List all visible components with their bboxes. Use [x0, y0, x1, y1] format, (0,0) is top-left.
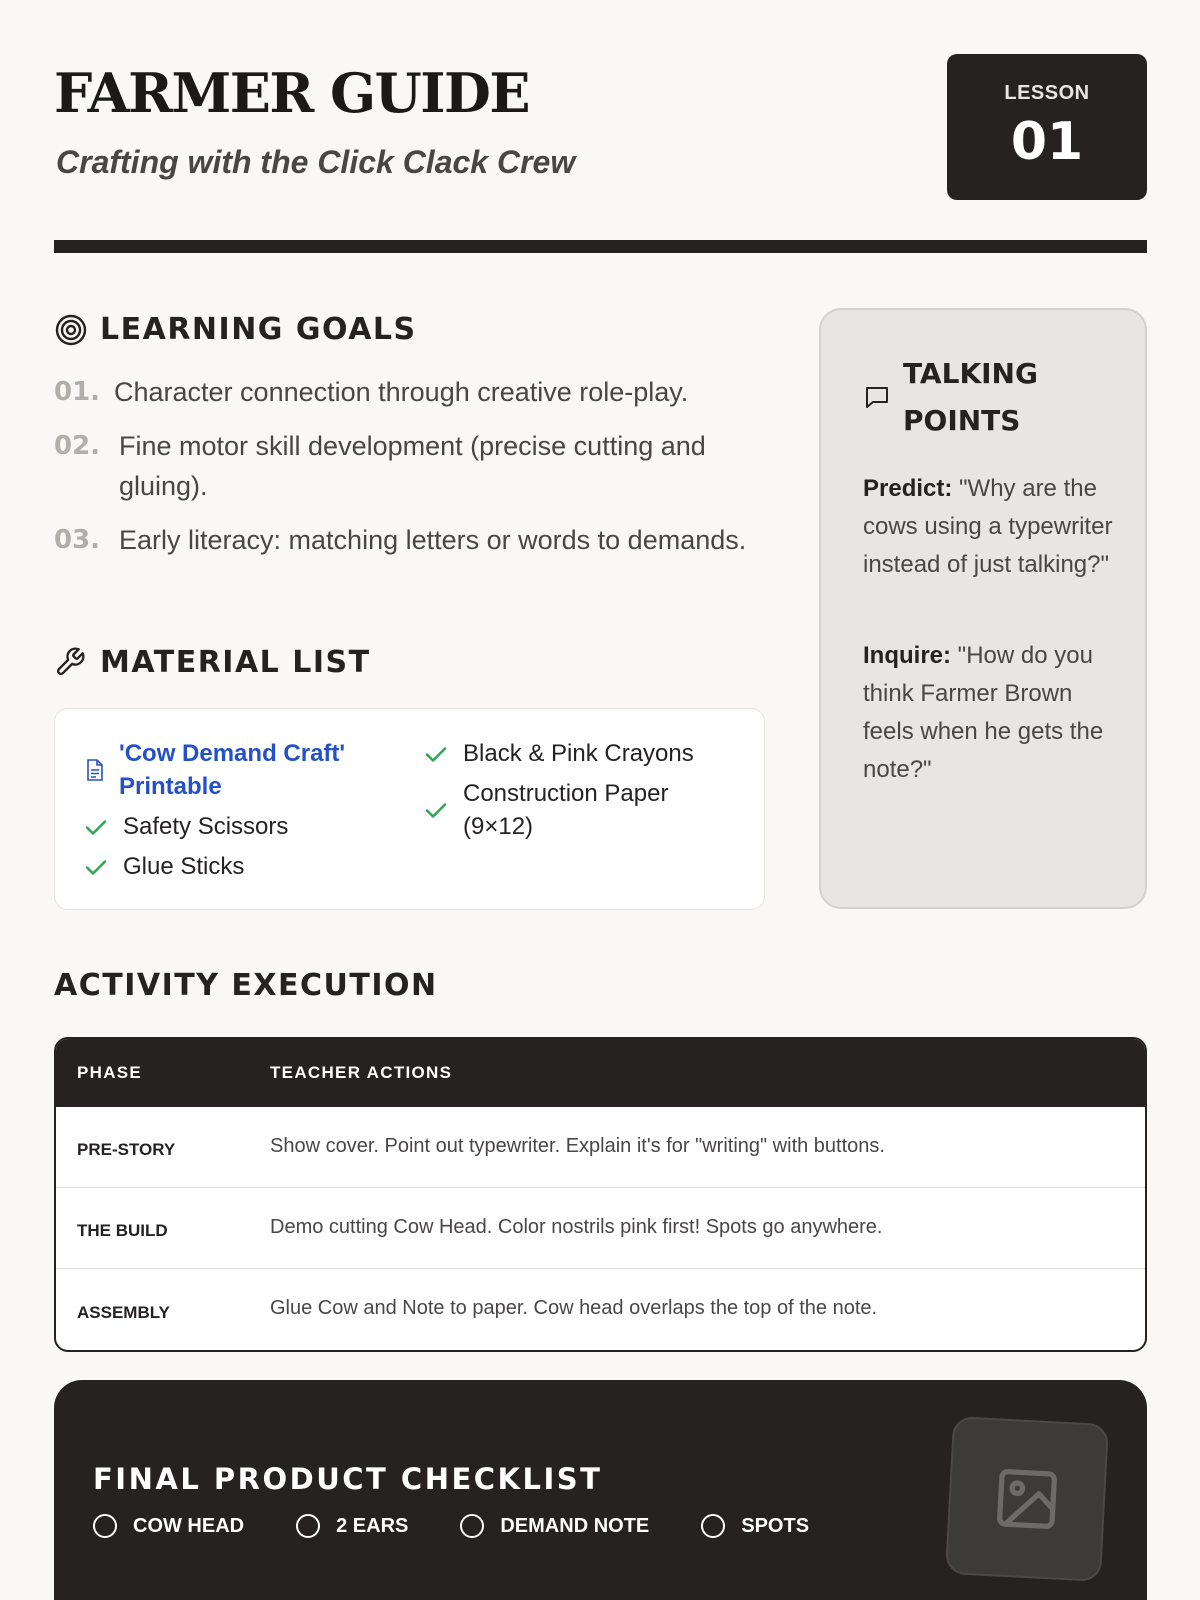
goal-item [54, 426, 764, 506]
header [54, 54, 1147, 200]
check-icon [423, 797, 449, 823]
material-label: Glue Sticks [123, 853, 245, 880]
action-cell: Show cover. Point out typewriter. Explain it's for "writing" with buttons. [270, 1134, 885, 1157]
inquire-prompt [863, 637, 1123, 789]
materials-card [54, 708, 765, 910]
action-cell: Demo cutting Cow Head. Color nostrils pink first! Spots go anywhere. [270, 1215, 883, 1238]
goal-text: Early literacy: matching letters or words to demands. [119, 525, 747, 555]
final-checklist-items [93, 1514, 861, 1538]
phase-cell: THE BUILD [77, 1221, 168, 1240]
final-checklist-title: FINAL PRODUCT CHECKLIST [93, 1462, 603, 1496]
phase-cell: PRE-STORY [77, 1140, 176, 1159]
checkbox-circle[interactable] [93, 1514, 117, 1538]
learning-goals-title: LEARNING GOALS [100, 312, 417, 347]
header-divider [54, 240, 1147, 253]
target-icon [54, 313, 88, 347]
wrench-icon [54, 646, 88, 680]
goal-number: 03. [54, 525, 101, 555]
talking-points-card [819, 308, 1147, 909]
checklist-item-cow-head[interactable] [93, 1514, 244, 1538]
activity-execution-heading: ACTIVITY EXECUTION [54, 968, 438, 1003]
printable-label[interactable]: 'Cow Demand Craft' Printable [119, 740, 346, 800]
material-item [83, 810, 383, 843]
page-title: FARMER GUIDE [54, 61, 530, 125]
checklist-label: SPOTS [741, 1514, 810, 1537]
lesson-badge [947, 54, 1147, 200]
speech-bubble-icon [863, 383, 891, 411]
printable-link[interactable] [83, 737, 383, 803]
goal-number: 02. [54, 431, 101, 461]
material-item [423, 777, 733, 843]
checklist-item-demand-note[interactable] [460, 1514, 649, 1538]
goals-list [54, 372, 764, 574]
action-cell: Glue Cow and Note to paper. Cow head overlaps the top of the note. [270, 1297, 878, 1319]
column-header-actions: TEACHER ACTIONS [270, 1063, 453, 1082]
material-label: Construction Paper (9×12) [463, 780, 669, 840]
column-header-phase: PHASE [77, 1063, 143, 1082]
material-list-heading [54, 645, 371, 680]
check-icon [83, 814, 109, 840]
goal-item [54, 520, 764, 560]
table-row [56, 1188, 1145, 1269]
materials-column-left [83, 737, 383, 890]
material-list-title: MATERIAL LIST [100, 645, 371, 680]
checkbox-circle[interactable] [296, 1514, 320, 1538]
page-subtitle: Crafting with the Click Clack Crew [56, 144, 576, 180]
table-row [56, 1107, 1145, 1188]
checkbox-circle[interactable] [460, 1514, 484, 1538]
material-label: Black & Pink Crayons [463, 740, 694, 767]
table-row [56, 1269, 1145, 1350]
phase-cell: ASSEMBLY [77, 1302, 170, 1322]
final-product-checklist [54, 1380, 1147, 1600]
goal-item [54, 372, 764, 412]
checklist-label: COW HEAD [133, 1514, 245, 1537]
table-header [56, 1039, 1145, 1107]
checklist-label: DEMAND NOTE [500, 1514, 650, 1537]
goal-number: 01. [54, 377, 101, 407]
learning-goals-heading [54, 312, 417, 347]
checklist-item-ears[interactable] [296, 1514, 408, 1538]
check-icon [83, 854, 109, 880]
material-label: Safety Scissors [123, 813, 289, 840]
predict-label: Predict: [863, 475, 953, 502]
check-icon [423, 741, 449, 767]
image-placeholder [945, 1416, 1109, 1582]
checkbox-circle[interactable] [701, 1514, 725, 1538]
materials-column-right [423, 737, 733, 850]
goal-text: Character connection through creative role-play. [114, 377, 689, 407]
talking-points-heading [863, 350, 1083, 444]
predict-prompt [863, 470, 1123, 584]
lesson-label: LESSON [1004, 82, 1090, 104]
material-item [423, 737, 733, 770]
inquire-text: "How do you think Farmer Brown feels when he gets the note?" [863, 642, 1104, 783]
predict-text: "Why are the cows using a typewriter instead of just talking?" [863, 475, 1113, 578]
checklist-item-spots[interactable] [701, 1514, 809, 1538]
talking-points-title: TALKING POINTS [903, 357, 1038, 437]
inquire-label: Inquire: [863, 642, 951, 669]
activity-table [54, 1037, 1147, 1352]
image-placeholder-icon [990, 1462, 1064, 1536]
goal-text: Fine motor skill development (precise cutting and gluing). [119, 431, 706, 501]
checklist-label: 2 EARS [336, 1514, 409, 1537]
document-icon [85, 758, 105, 782]
lesson-number: 01 [1010, 112, 1084, 172]
material-item [83, 850, 383, 883]
